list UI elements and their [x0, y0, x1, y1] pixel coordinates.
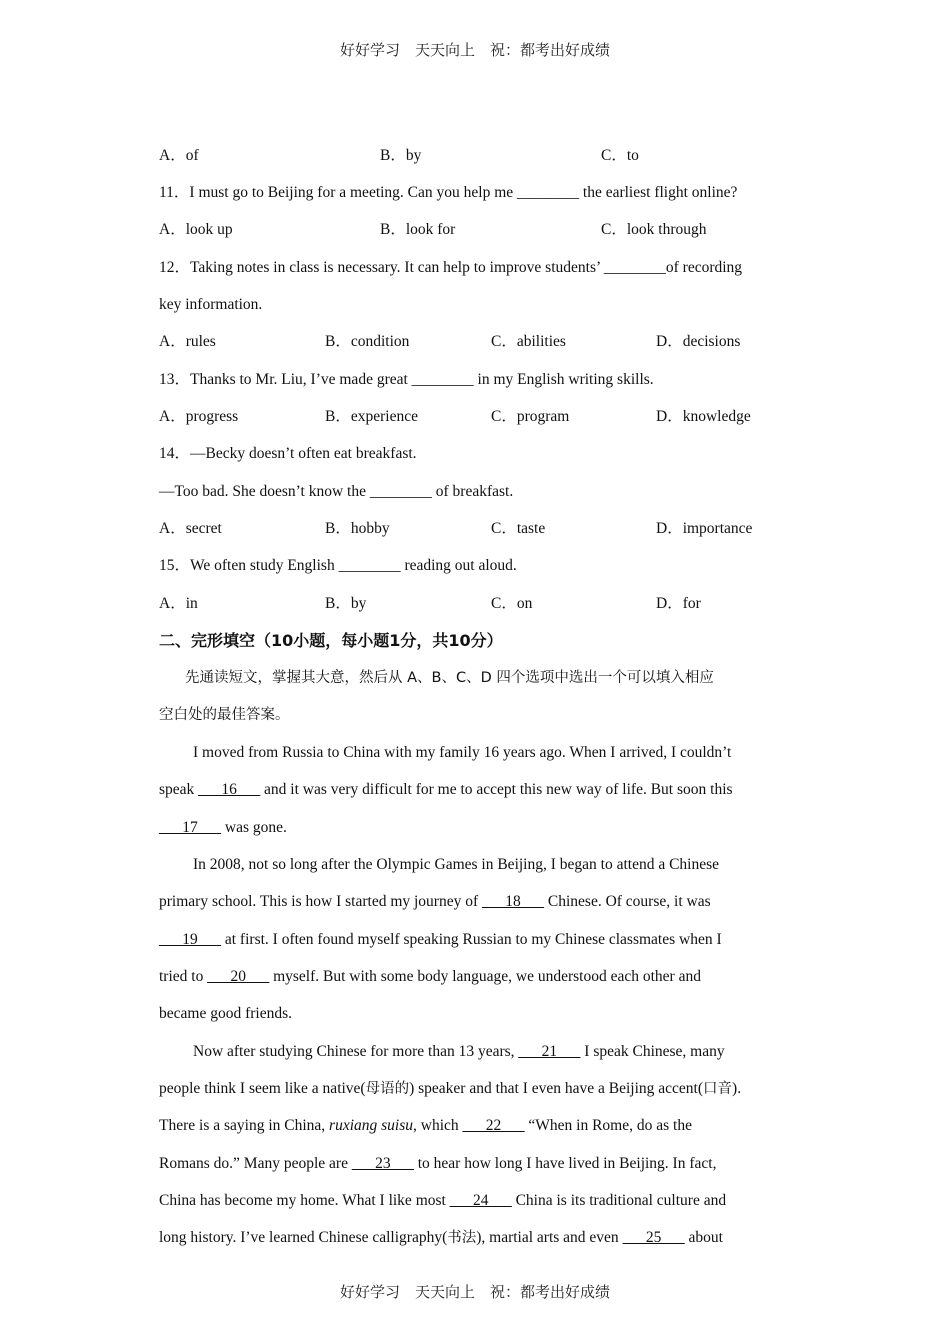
q14-option-c: C．taste	[491, 520, 546, 537]
page-footer: 好好学习 天天向上 祝：都考出好成绩	[339, 1283, 610, 1301]
q12-option-c: C．abilities	[491, 333, 566, 350]
passage-line: primary school. This is how I started my journey of ___18___ Chinese. Of course, it was	[159, 893, 711, 910]
blank-25: ___25___	[622, 1229, 685, 1246]
q12-stem-cont: key information.	[159, 296, 263, 313]
q14-option-a: A．secret	[159, 520, 222, 537]
q13-option-d: D．knowledge	[656, 408, 751, 425]
passage-line: ___19___ at first. I often found myself speaking Russian to my Chinese classmates when I	[159, 931, 722, 948]
q14-option-d: D．importance	[656, 520, 753, 537]
passage-line: speak ___16___ and it was very difficult for me to accept this new way of life. But soon this	[159, 781, 733, 798]
blank-24: ___24___	[449, 1192, 512, 1209]
blank-16: ___16___	[198, 781, 261, 798]
passage-line: China has become my home. What I like most ___24___ China is its traditional culture and	[159, 1192, 727, 1209]
q13-option-b: B．experience	[325, 408, 418, 425]
q15-option-d: D．for	[656, 595, 701, 612]
q15-option-a: A．in	[159, 595, 198, 612]
q11-option-a: A．look up	[159, 221, 233, 238]
section-instructions: 先通读短文，掌握其大意，然后从 A、B、C、D 四个选项中选出一个可以填入相应	[185, 670, 714, 686]
q15-option-c: C．on	[491, 595, 533, 612]
passage-line: In 2008, not so long after the Olympic Games in Beijing, I began to attend a Chinese	[193, 856, 720, 873]
blank-20: ___20___	[207, 968, 270, 985]
q11-option-c: C．look through	[601, 221, 707, 238]
blank-18: ___18___	[482, 893, 545, 910]
q13-stem: 13．Thanks to Mr. Liu, I’ve made great ________ in my English writing skills.	[159, 371, 654, 388]
q10-option-b: B．by	[380, 147, 422, 164]
blank-17: ___17___	[159, 819, 221, 836]
passage-line: ___17___ was gone.	[159, 819, 287, 836]
blank-21: ___21___	[518, 1043, 581, 1060]
q12-option-a: A．rules	[159, 333, 216, 350]
page-header: 好好学习 天天向上 祝：都考出好成绩	[339, 41, 610, 59]
q13-option-a: A．progress	[159, 408, 239, 425]
passage-line: long history. I’ve learned Chinese calligraphy(书法), martial arts and even ___25___ about	[159, 1229, 723, 1246]
passage-line: tried to ___20___ myself. But with some body language, we understood each other and	[159, 968, 701, 985]
passage-line: became good friends.	[159, 1005, 292, 1022]
passage-line: people think I seem like a native(母语的) speaker and that I even have a Beijing accent(口音).	[159, 1080, 742, 1097]
q10-option-a: A．of	[159, 147, 199, 164]
q12-option-d: D．decisions	[656, 333, 741, 350]
q14-option-b: B．hobby	[325, 520, 390, 537]
q15-stem: 15．We often study English ________ reading out aloud.	[159, 557, 517, 574]
section-title: 二、完形填空（10小题，每小题1分，共10分）	[159, 631, 503, 650]
q11-stem: 11．I must go to Beijing for a meeting. Can you help me ________ the earliest flight online?	[159, 184, 738, 201]
q11-option-b: B．look for	[380, 221, 456, 238]
section-instructions-cont: 空白处的最佳答案。	[159, 707, 290, 723]
passage-line: I moved from Russia to China with my family 16 years ago. When I arrived, I couldn’t	[193, 744, 732, 761]
q14-stem-cont: —Too bad. She doesn’t know the ________ of breakfast.	[159, 483, 514, 500]
q12-stem: 12．Taking notes in class is necessary. It can help to improve students’ ________of recording	[159, 259, 743, 276]
blank-22: ___22___	[462, 1117, 525, 1134]
passage-line: Romans do.” Many people are ___23___ to hear how long I have lived in Beijing. In fact,	[159, 1155, 717, 1172]
q12-option-b: B．condition	[325, 333, 410, 350]
blank-19: ___19___	[159, 931, 221, 948]
blank-23: ___23___	[351, 1155, 414, 1172]
q14-stem: 14．—Becky doesn’t often eat breakfast.	[159, 445, 417, 462]
passage-line: There is a saying in China, ruxiang suisu, which ___22___ “When in Rome, do as the	[159, 1117, 692, 1134]
passage-line: Now after studying Chinese for more than 13 years, ___21___ I speak Chinese, many	[193, 1043, 725, 1060]
q15-option-b: B．by	[325, 595, 367, 612]
q10-option-c: C．to	[601, 147, 639, 164]
q13-option-c: C．program	[491, 408, 570, 425]
